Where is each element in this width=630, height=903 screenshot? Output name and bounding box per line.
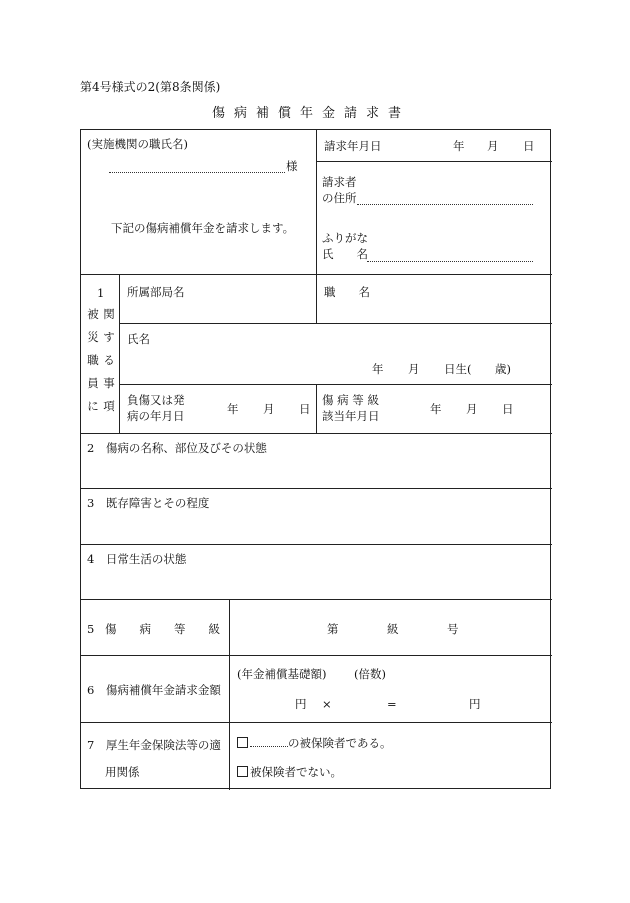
department-label: 所属部局名 xyxy=(127,285,185,299)
request-date-day: 日 xyxy=(523,139,535,153)
divider xyxy=(316,384,317,433)
claimant-label: 請求者 xyxy=(322,175,357,189)
section1-side-label-col1: 被 災 職 員 に xyxy=(87,307,99,413)
claimant-name-field[interactable] xyxy=(367,261,533,262)
injury-date-label: 負傷又は発 xyxy=(127,393,185,407)
injury-month: 月 xyxy=(263,402,275,416)
divider xyxy=(81,599,552,600)
claimant-address-field[interactable] xyxy=(357,204,533,205)
divider xyxy=(119,323,552,324)
section7-label: 7 厚生年金保険法等の適 xyxy=(87,738,221,752)
injury-date-label-2: 病の年月日 xyxy=(127,409,185,423)
checkbox-icon[interactable] xyxy=(237,737,248,748)
birth-age: 歳) xyxy=(495,362,511,376)
request-text: 下記の傷病補償年金を請求します。 xyxy=(111,221,295,235)
base-amount-label: (年金補償基礎額) xyxy=(237,667,327,681)
section1-side-label-col2: 関 す る 事 項 xyxy=(103,307,115,413)
birth-year: 年 xyxy=(372,362,384,376)
grade-month: 月 xyxy=(466,402,478,416)
claim-form-table xyxy=(80,129,551,789)
equals-sign: = xyxy=(387,697,397,711)
section2-label: 2 傷病の名称、部位及びその状態 xyxy=(87,441,267,455)
furigana-label: ふりがな xyxy=(322,231,368,245)
grade-date-label-2: 該当年月日 xyxy=(322,409,380,423)
injury-year: 年 xyxy=(227,402,239,416)
form-title: 傷病補償年金請求書 xyxy=(212,106,411,121)
section5-number: 5 xyxy=(87,622,95,636)
divider xyxy=(119,384,552,385)
section5-label: 傷 病 等 級 xyxy=(105,622,220,636)
divider xyxy=(81,544,552,545)
claimant-name-label: 氏 名 xyxy=(322,247,368,261)
divider xyxy=(316,130,317,274)
org-name-field[interactable] xyxy=(109,172,285,173)
divider xyxy=(81,488,552,489)
request-date-month: 月 xyxy=(487,139,499,153)
grade-go: 号 xyxy=(447,622,459,636)
divider xyxy=(316,274,317,323)
form-number: 第4号様式の2(第8条関係) xyxy=(80,80,221,94)
grade-date-label: 傷 病 等 級 xyxy=(322,393,379,407)
grade-year: 年 xyxy=(430,402,442,416)
divider xyxy=(81,433,552,434)
not-insured-option-label: 被保険者でない。 xyxy=(250,765,342,779)
request-date-year: 年 xyxy=(453,139,465,153)
not-insured-option[interactable] xyxy=(237,766,342,779)
yen-unit-1: 円 xyxy=(295,697,307,711)
section7-label-2: 用関係 xyxy=(105,765,140,779)
insured-option-label: の被保険者である。 xyxy=(288,736,392,750)
grade-kyu: 級 xyxy=(387,622,399,636)
section1-number: 1 xyxy=(97,286,105,300)
yen-unit-2: 円 xyxy=(469,697,481,711)
request-date-label: 請求年月日 xyxy=(324,139,382,153)
position-label: 職 名 xyxy=(324,285,370,299)
divider xyxy=(119,274,120,433)
insured-option[interactable] xyxy=(237,737,392,750)
employee-name-label: 氏名 xyxy=(127,332,150,346)
injury-day: 日 xyxy=(299,402,311,416)
section3-label: 3 既存障害とその程度 xyxy=(87,496,210,510)
section4-label: 4 日常生活の状態 xyxy=(87,552,187,566)
checkbox-icon[interactable] xyxy=(237,766,248,777)
divider xyxy=(81,655,552,656)
divider xyxy=(81,722,552,723)
divider xyxy=(229,599,230,790)
section6-label: 6 傷病補償年金請求金額 xyxy=(87,683,221,697)
grade-day: 日 xyxy=(502,402,514,416)
times-sign: × xyxy=(322,697,332,711)
divider xyxy=(316,161,552,162)
multiplier-label: (倍数) xyxy=(354,667,386,681)
insurance-law-field[interactable] xyxy=(250,738,288,747)
grade-dai: 第 xyxy=(327,622,339,636)
birth-day: 日生( xyxy=(444,362,472,376)
birth-month: 月 xyxy=(408,362,420,376)
org-label: (実施機関の職氏名) xyxy=(87,137,188,151)
honorific: 様 xyxy=(286,159,298,173)
claimant-address-label: の住所 xyxy=(322,191,357,205)
